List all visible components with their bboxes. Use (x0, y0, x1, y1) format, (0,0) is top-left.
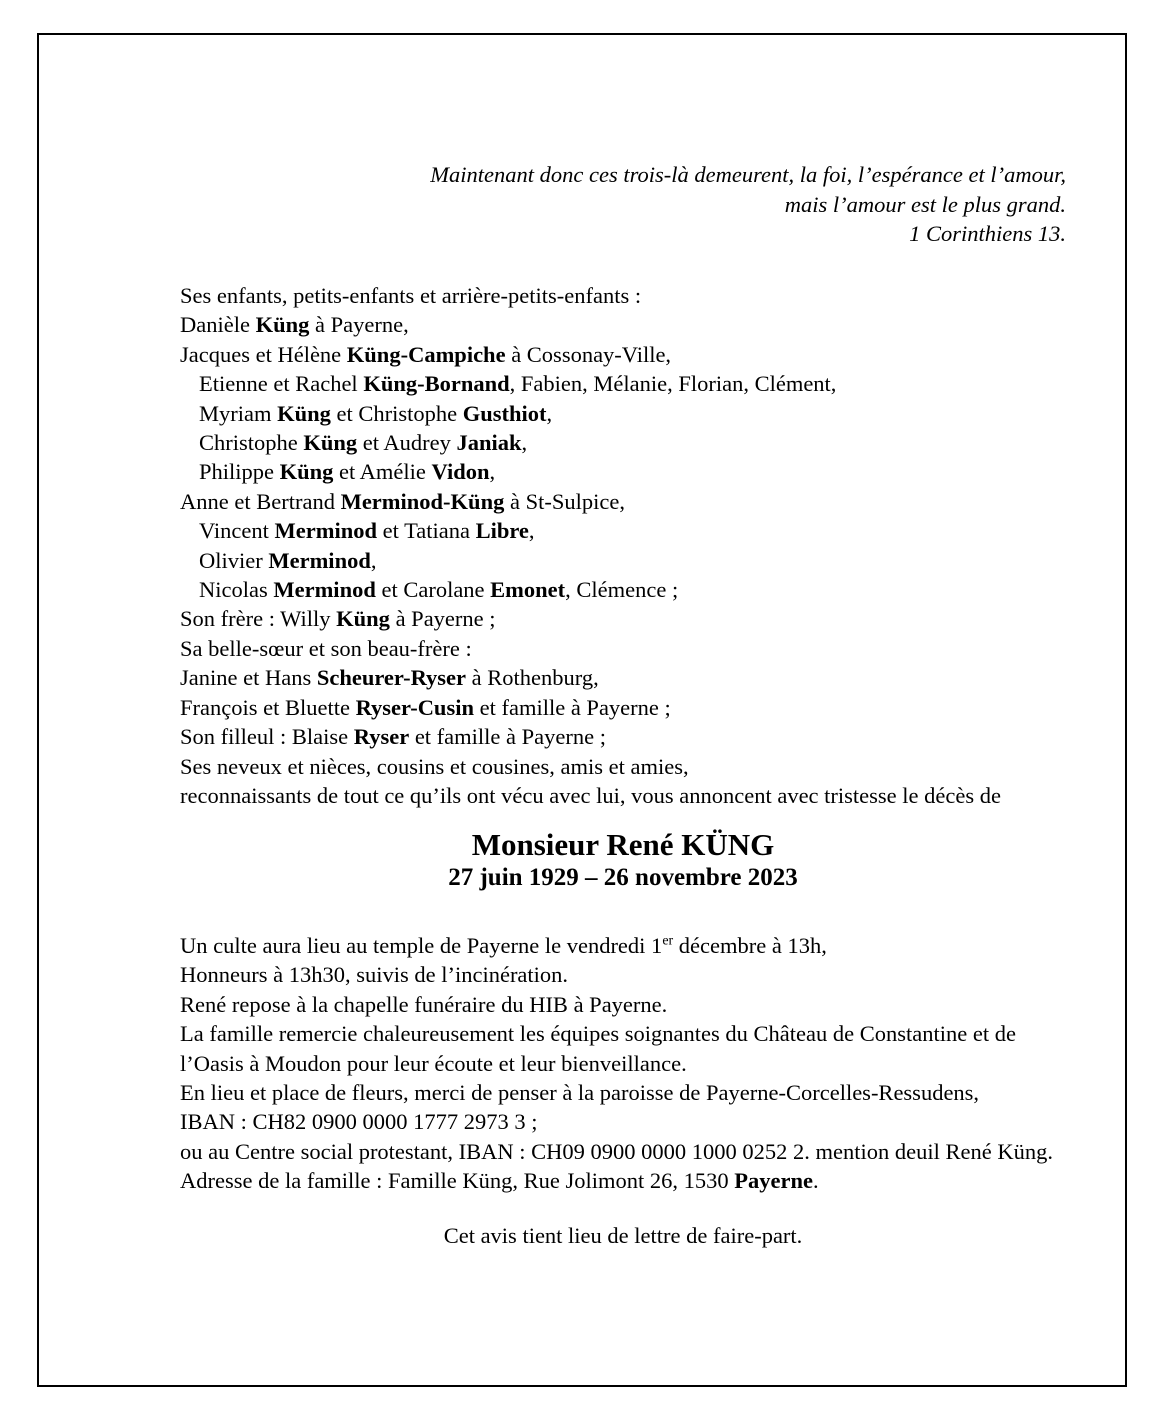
text-line: Son filleul : Blaise Ryser et famille à Payerne ; (180, 724, 606, 750)
quote-line: 1 Corinthiens 13. (909, 221, 1066, 246)
text-line: Honneurs à 13h30, suivis de l’incinération. (180, 962, 569, 988)
text-line: Philippe Küng et Amélie Vidon, (199, 459, 496, 485)
text-line: Christophe Küng et Audrey Janiak, (199, 430, 528, 456)
text-line: Ses enfants, petits-enfants et arrière-petits-enfants : (180, 283, 642, 308)
quote-line: Maintenant donc ces trois-là demeurent, la foi, l’espérance et l’amour, (430, 162, 1066, 187)
text-line: Anne et Bertrand Merminod-Küng à St-Sulpice, (180, 488, 625, 514)
text-line: Janine et Hans Scheurer-Ryser à Rothenburg, (180, 665, 599, 691)
text-line: Danièle Küng à Payerne, (180, 312, 409, 338)
text-line: ou au Centre social protestant, IBAN : CH09 0900 0000 1000 0252 2. mention deuil René Küng. (180, 1138, 1054, 1164)
text-line: René repose à la chapelle funéraire du HIB à Payerne. (180, 991, 668, 1017)
text-line: François et Bluette Ryser-Cusin et famille à Payerne ; (180, 694, 671, 720)
text-line: l’Oasis à Moudon pour leur écoute et leur bienveillance. (180, 1050, 687, 1076)
text-line: Son frère : Willy Küng à Payerne ; (180, 606, 496, 632)
family-announcement-list (180, 281, 1100, 810)
deceased-name-title: Monsieur René KÜNG (471, 827, 775, 862)
text-line: Sa belle-sœur et son beau-frère : (180, 635, 472, 661)
text-line: En lieu et place de fleurs, merci de penser à la paroisse de Payerne-Corcelles-Ressudens, (180, 1080, 980, 1106)
deceased-dates: 27 juin 1929 – 26 novembre 2023 (448, 864, 798, 891)
text-line: reconnaissants de tout ce qu’ils ont vécu avec lui, vous annoncent avec tristesse le décès de (180, 782, 1001, 808)
scripture-quote (180, 160, 1066, 249)
text-line: Jacques et Hélène Küng-Campiche à Cossonay-Ville, (180, 341, 672, 367)
text-line: Myriam Küng et Christophe Gusthiot, (199, 400, 553, 426)
text-line: IBAN : CH82 0900 0000 1777 2973 3 ; (180, 1109, 538, 1135)
text-line: Olivier Merminod, (199, 547, 377, 573)
quote-line: mais l’amour est le plus grand. (784, 191, 1066, 217)
text-line: Nicolas Merminod et Carolane Emonet, Clémence ; (199, 577, 679, 603)
text-line: Vincent Merminod et Tatiana Libre, (199, 518, 535, 544)
text-line: Adresse de la famille : Famille Küng, Rue Jolimont 26, 1530 Payerne. (180, 1168, 819, 1194)
closing-note: Cet avis tient lieu de lettre de faire-part. (443, 1223, 803, 1248)
text-line: Ses neveux et nièces, cousins et cousines, amis et amies, (180, 753, 689, 779)
text-line: Etienne et Rachel Küng-Bornand, Fabien, Mélanie, Florian, Clément, (199, 371, 837, 397)
ceremony-details (180, 931, 1100, 1196)
text-line: Un culte aura lieu au temple de Payerne le vendredi 1er décembre à 13h, (180, 933, 827, 958)
text-line: La famille remercie chaleureusement les équipes soignantes du Château de Constantine et de (180, 1021, 1016, 1047)
